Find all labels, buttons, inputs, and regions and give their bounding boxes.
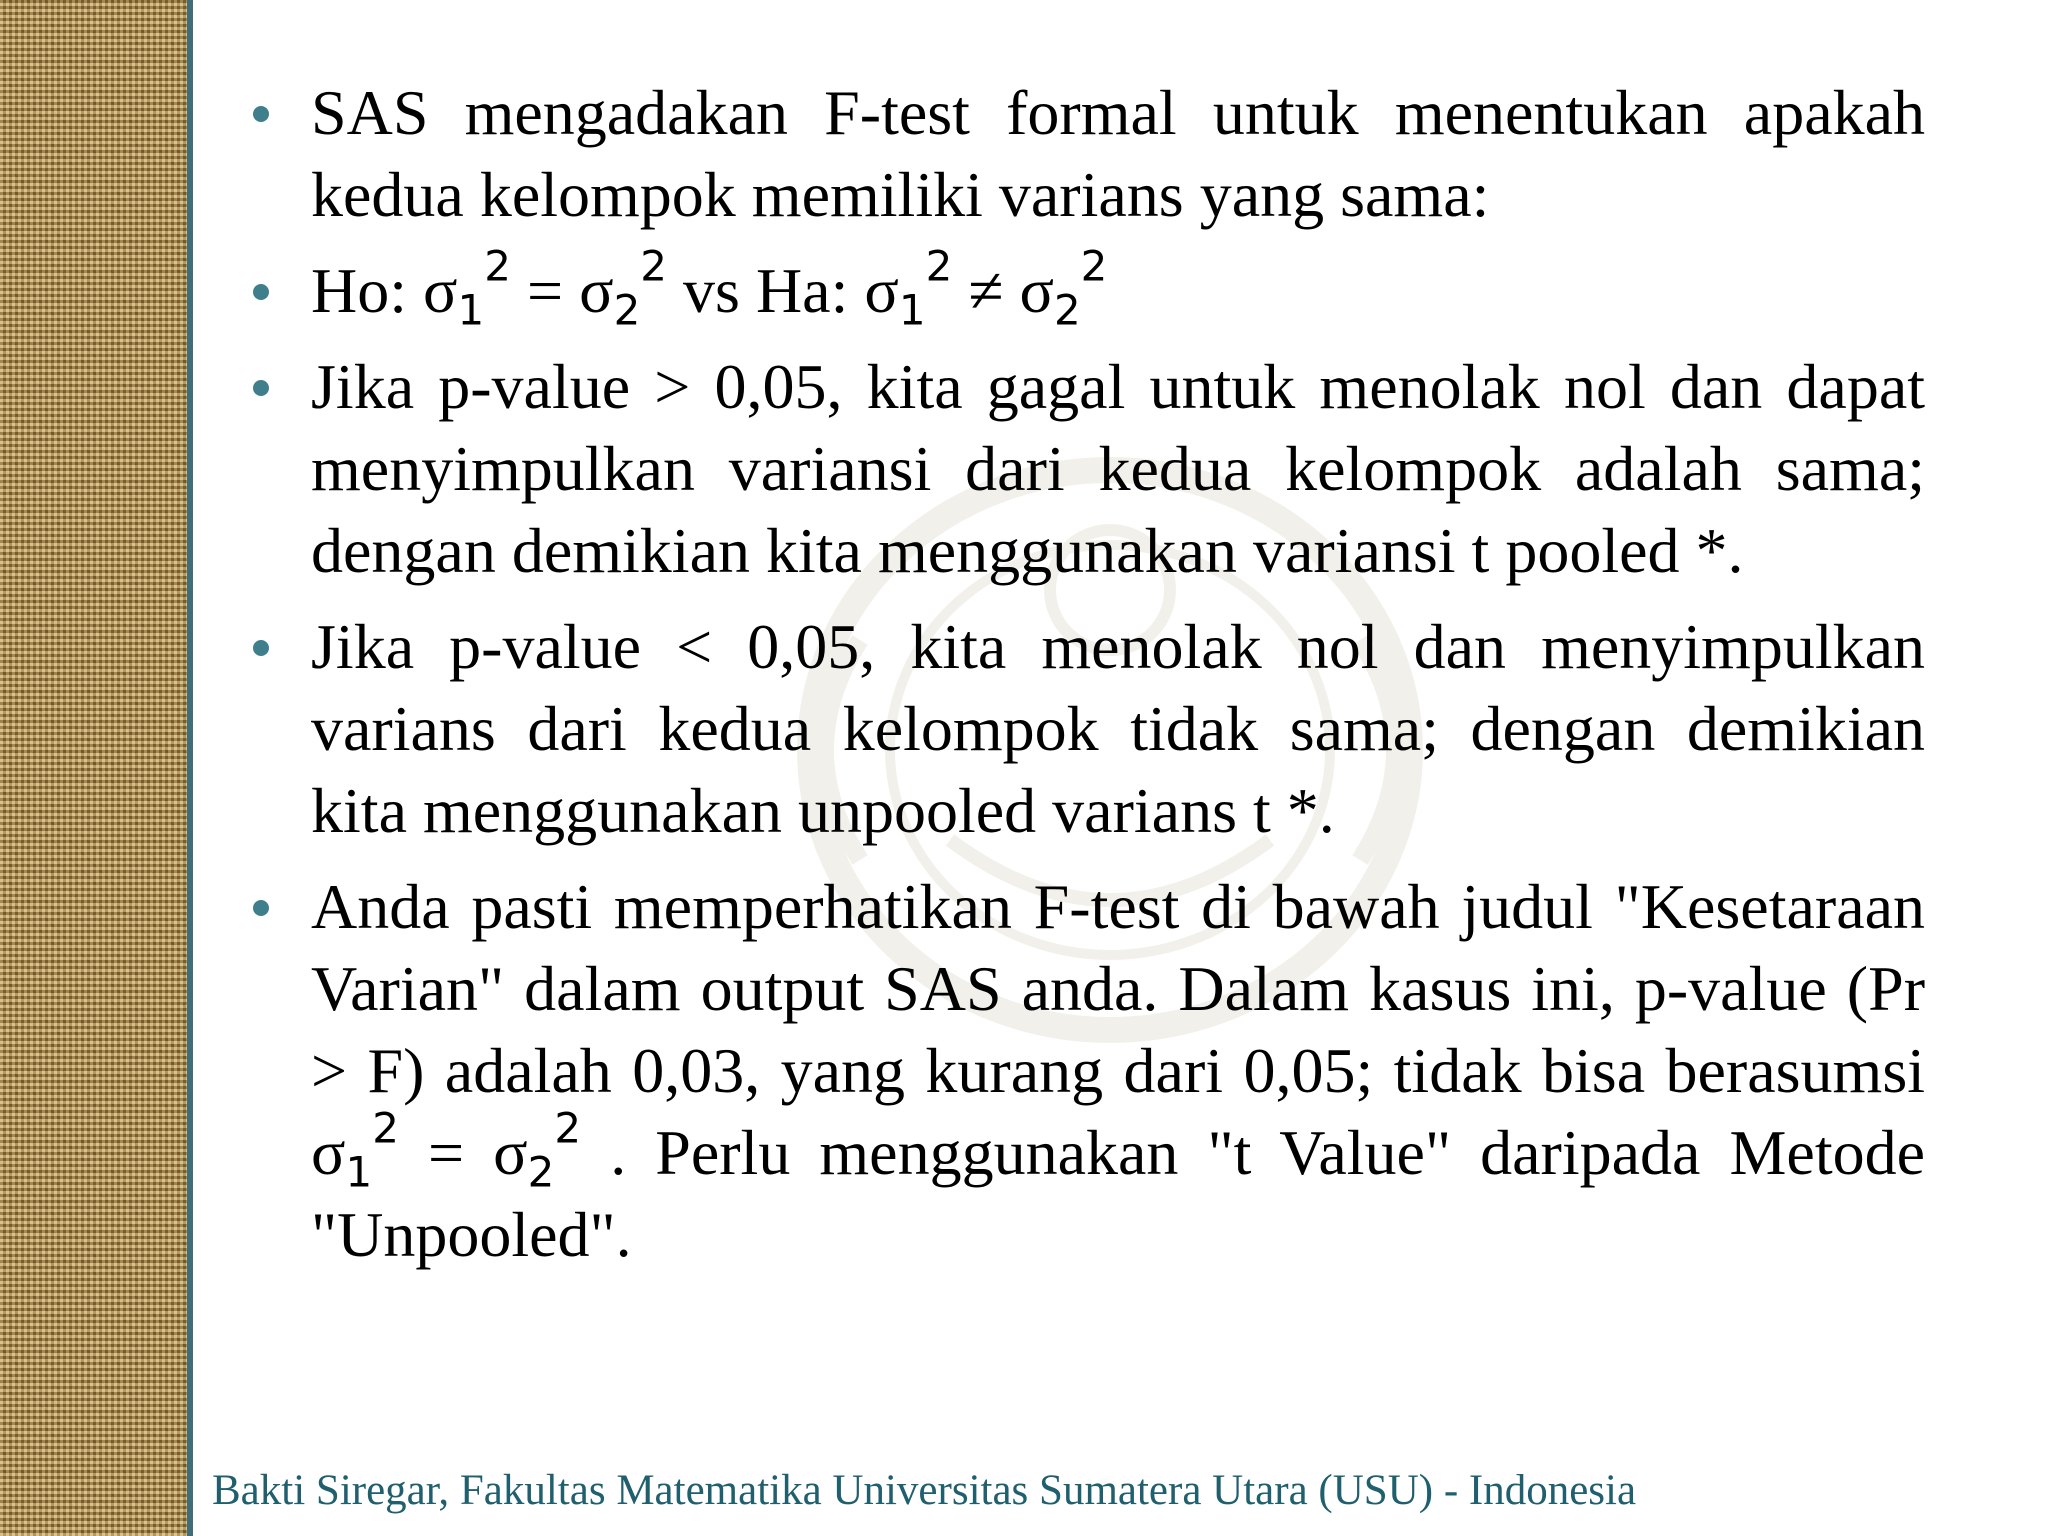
superscript-2: 2 xyxy=(372,1103,399,1153)
subscript-2: 2 xyxy=(527,1147,555,1197)
bullet-dot-icon xyxy=(253,640,269,656)
equals-sign: = xyxy=(398,1117,494,1188)
sigma-symbol: σ xyxy=(311,1117,346,1188)
bullet-text: Jika p-value < 0,05, kita menolak nol dan menyimpulkan varians dari kedua kelompok tidak sama; dengan demikian kita menggunakan unpooled varians t *. xyxy=(311,611,1925,846)
hypothesis-prefix: Ho: xyxy=(311,255,423,326)
bullet-item-hypothesis xyxy=(245,241,1925,335)
superscript-2: 2 xyxy=(484,241,511,291)
subscript-2: 2 xyxy=(613,285,641,335)
bullet-item-sas-output xyxy=(245,866,1925,1276)
sigma-symbol: σ xyxy=(1019,255,1054,326)
strip-border xyxy=(187,0,193,1536)
superscript-2: 2 xyxy=(554,1103,582,1153)
bullet-dot-icon xyxy=(253,380,269,396)
superscript-2: 2 xyxy=(1080,241,1108,291)
subscript-2: 2 xyxy=(1053,285,1081,335)
bullet-text: SAS mengadakan F-test formal untuk menentukan apakah kedua kelompok memiliki varians yang sama: xyxy=(311,77,1925,230)
subscript-1: 1 xyxy=(345,1147,373,1197)
bullet-text: Jika p-value > 0,05, kita gagal untuk menolak nol dan dapat menyimpulkan variansi dari kedua kelompok adalah sama; dengan demikian kita menggunakan variansi t pooled *. xyxy=(311,351,1925,586)
bullet-dot-icon xyxy=(253,900,269,916)
bullet-list xyxy=(245,72,1925,1276)
equals-sign: = xyxy=(510,255,580,326)
burlap-texture-strip xyxy=(0,0,187,1536)
sigma-symbol: σ xyxy=(423,255,458,326)
bullet-item-pvalue-less xyxy=(245,606,1925,852)
bullet-dot-icon xyxy=(253,106,269,122)
bullet-item-ftest xyxy=(245,72,1925,236)
sigma-symbol: σ xyxy=(579,255,614,326)
superscript-2: 2 xyxy=(640,241,668,291)
subscript-1: 1 xyxy=(457,285,485,335)
bullet-text-end: . Perlu menggunakan "t Value" daripada Metode "Unpooled". xyxy=(311,1117,1926,1270)
slide-footer: Bakti Siregar, Fakultas Matematika Universitas Sumatera Utara (USU) - Indonesia xyxy=(212,1467,1637,1514)
sigma-symbol: σ xyxy=(864,255,899,326)
slide-body xyxy=(245,72,1925,1290)
bullet-text: Anda pasti memperhatikan F-test di bawah judul "Kesetaraan Varian" dalam output SAS anda. Dalam kasus ini, p-value (Pr > F) adalah 0,03, yang kurang dari 0,05; tidak bisa berasumsi xyxy=(311,871,1925,1106)
superscript-2: 2 xyxy=(925,241,953,291)
bullet-item-pvalue-greater xyxy=(245,346,1925,592)
sigma-symbol: σ xyxy=(493,1117,528,1188)
not-equal-sign: ≠ xyxy=(952,255,1020,326)
subscript-1: 1 xyxy=(898,285,926,335)
vs-text: vs Ha: xyxy=(667,255,865,326)
bullet-dot-icon xyxy=(253,284,269,300)
